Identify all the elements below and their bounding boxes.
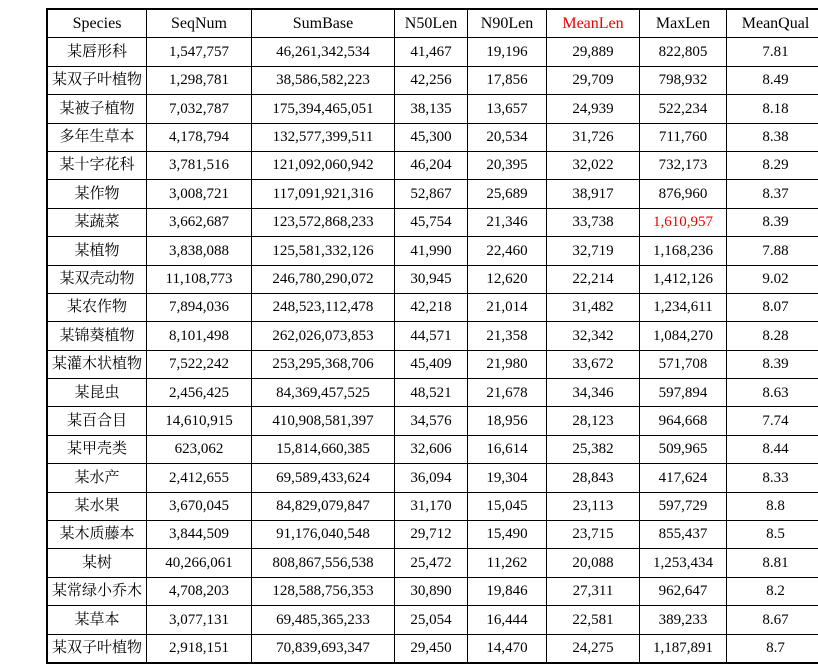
value-cell: 11,108,773 [147, 265, 252, 293]
value-cell: 8.37 [727, 180, 818, 208]
value-cell: 28,123 [547, 407, 640, 435]
value-cell: 32,606 [395, 435, 468, 463]
value-cell: 42,256 [395, 66, 468, 94]
species-cell: 某水产 [47, 464, 147, 492]
value-cell: 29,889 [547, 38, 640, 66]
table-row [47, 66, 818, 94]
value-cell: 17,856 [468, 66, 547, 94]
value-cell: 246,780,290,072 [252, 265, 395, 293]
value-cell: 132,577,399,511 [252, 123, 395, 151]
species-cell: 某木质藤本 [47, 521, 147, 549]
value-cell: 44,571 [395, 322, 468, 350]
value-cell: 27,311 [547, 577, 640, 605]
table-body [47, 38, 818, 663]
value-cell: 20,088 [547, 549, 640, 577]
table-row [47, 350, 818, 378]
value-cell: 571,708 [640, 350, 727, 378]
value-cell: 11,262 [468, 549, 547, 577]
value-cell: 8.07 [727, 293, 818, 321]
value-cell: 21,358 [468, 322, 547, 350]
species-cell: 某植物 [47, 237, 147, 265]
value-cell: 14,470 [468, 634, 547, 663]
value-cell: 25,689 [468, 180, 547, 208]
value-cell: 29,450 [395, 634, 468, 663]
value-cell: 962,647 [640, 577, 727, 605]
species-cell: 某农作物 [47, 293, 147, 321]
value-cell: 52,867 [395, 180, 468, 208]
value-cell: 876,960 [640, 180, 727, 208]
table-row [47, 606, 818, 634]
value-cell: 12,620 [468, 265, 547, 293]
species-cell: 某唇形科 [47, 38, 147, 66]
value-cell: 123,572,868,233 [252, 208, 395, 236]
value-cell: 45,300 [395, 123, 468, 151]
value-cell: 69,589,433,624 [252, 464, 395, 492]
value-cell: 8.33 [727, 464, 818, 492]
table-row [47, 464, 818, 492]
value-cell: 41,990 [395, 237, 468, 265]
value-cell: 3,670,045 [147, 492, 252, 520]
value-cell: 1,253,434 [640, 549, 727, 577]
value-cell: 46,204 [395, 151, 468, 179]
value-cell: 1,234,611 [640, 293, 727, 321]
value-cell: 522,234 [640, 95, 727, 123]
value-cell: 23,715 [547, 521, 640, 549]
value-cell: 33,672 [547, 350, 640, 378]
value-cell: 1,412,126 [640, 265, 727, 293]
value-cell: 1,187,891 [640, 634, 727, 663]
value-cell: 30,945 [395, 265, 468, 293]
value-cell: 253,295,368,706 [252, 350, 395, 378]
species-cell: 某双子叶植物 [47, 634, 147, 663]
value-cell: 417,624 [640, 464, 727, 492]
value-cell: 732,173 [640, 151, 727, 179]
value-cell: 22,581 [547, 606, 640, 634]
table-row [47, 492, 818, 520]
value-cell: 3,662,687 [147, 208, 252, 236]
value-cell: 8.63 [727, 379, 818, 407]
species-stats-table [46, 8, 818, 664]
value-cell: 42,218 [395, 293, 468, 321]
table-header-row [47, 9, 818, 38]
species-cell: 某作物 [47, 180, 147, 208]
value-cell: 46,261,342,534 [252, 38, 395, 66]
column-header-sumbase: SumBase [252, 9, 395, 38]
species-stats-table-container [46, 8, 818, 664]
species-cell: 某十字花科 [47, 151, 147, 179]
species-cell: 某草本 [47, 606, 147, 634]
value-cell: 3,844,509 [147, 521, 252, 549]
value-cell: 8.49 [727, 66, 818, 94]
value-cell: 248,523,112,478 [252, 293, 395, 321]
table-row [47, 521, 818, 549]
value-cell: 8,101,498 [147, 322, 252, 350]
table-row [47, 577, 818, 605]
value-cell: 8.44 [727, 435, 818, 463]
value-cell: 38,917 [547, 180, 640, 208]
value-cell: 8.8 [727, 492, 818, 520]
value-cell: 32,022 [547, 151, 640, 179]
value-cell: 8.28 [727, 322, 818, 350]
value-cell: 3,781,516 [147, 151, 252, 179]
value-cell: 25,382 [547, 435, 640, 463]
value-cell: 84,829,079,847 [252, 492, 395, 520]
value-cell: 8.5 [727, 521, 818, 549]
value-cell: 7,894,036 [147, 293, 252, 321]
value-cell: 70,839,693,347 [252, 634, 395, 663]
value-cell: 16,614 [468, 435, 547, 463]
table-row [47, 265, 818, 293]
value-cell: 21,346 [468, 208, 547, 236]
value-cell: 32,719 [547, 237, 640, 265]
table-row [47, 322, 818, 350]
value-cell: 30,890 [395, 577, 468, 605]
value-cell: 597,894 [640, 379, 727, 407]
value-cell: 25,472 [395, 549, 468, 577]
value-cell: 21,678 [468, 379, 547, 407]
column-header-seqnum: SeqNum [147, 9, 252, 38]
value-cell: 21,014 [468, 293, 547, 321]
species-cell: 多年生草本 [47, 123, 147, 151]
value-cell: 24,939 [547, 95, 640, 123]
value-cell: 8.7 [727, 634, 818, 663]
value-cell: 29,709 [547, 66, 640, 94]
value-cell: 24,275 [547, 634, 640, 663]
value-cell: 623,062 [147, 435, 252, 463]
value-cell: 84,369,457,525 [252, 379, 395, 407]
table-header [47, 9, 818, 38]
value-cell: 20,534 [468, 123, 547, 151]
value-cell: 28,843 [547, 464, 640, 492]
table-row [47, 634, 818, 663]
column-header-maxlen: MaxLen [640, 9, 727, 38]
value-cell: 8.67 [727, 606, 818, 634]
value-cell: 15,814,660,385 [252, 435, 395, 463]
value-cell: 8.38 [727, 123, 818, 151]
value-cell: 38,135 [395, 95, 468, 123]
table-row [47, 208, 818, 236]
value-cell: 33,738 [547, 208, 640, 236]
value-cell: 13,657 [468, 95, 547, 123]
value-cell: 798,932 [640, 66, 727, 94]
value-cell: 1,084,270 [640, 322, 727, 350]
value-cell: 32,342 [547, 322, 640, 350]
value-cell: 9.02 [727, 265, 818, 293]
value-cell: 16,444 [468, 606, 547, 634]
value-cell: 822,805 [640, 38, 727, 66]
table-row [47, 151, 818, 179]
value-cell: 22,214 [547, 265, 640, 293]
species-cell: 某双子叶植物 [47, 66, 147, 94]
value-cell: 15,490 [468, 521, 547, 549]
value-cell: 711,760 [640, 123, 727, 151]
value-cell: 22,460 [468, 237, 547, 265]
species-cell: 某双壳动物 [47, 265, 147, 293]
value-cell: 14,610,915 [147, 407, 252, 435]
value-cell: 34,346 [547, 379, 640, 407]
column-header-meanlen: MeanLen [547, 9, 640, 38]
value-cell: 31,726 [547, 123, 640, 151]
value-cell: 7,032,787 [147, 95, 252, 123]
value-cell: 117,091,921,316 [252, 180, 395, 208]
value-cell: 7,522,242 [147, 350, 252, 378]
column-header-n50len: N50Len [395, 9, 468, 38]
value-cell: 48,521 [395, 379, 468, 407]
table-row [47, 549, 818, 577]
species-cell: 某灌木状植物 [47, 350, 147, 378]
value-cell: 21,980 [468, 350, 547, 378]
value-cell: 19,304 [468, 464, 547, 492]
column-header-species: Species [47, 9, 147, 38]
value-cell: 8.18 [727, 95, 818, 123]
value-cell: 41,467 [395, 38, 468, 66]
table-row [47, 95, 818, 123]
value-cell: 15,045 [468, 492, 547, 520]
value-cell: 2,918,151 [147, 634, 252, 663]
value-cell: 389,233 [640, 606, 727, 634]
value-cell: 2,412,655 [147, 464, 252, 492]
value-cell: 18,956 [468, 407, 547, 435]
species-cell: 某被子植物 [47, 95, 147, 123]
table-row [47, 180, 818, 208]
value-cell: 91,176,040,548 [252, 521, 395, 549]
table-row [47, 435, 818, 463]
species-cell: 某锦葵植物 [47, 322, 147, 350]
value-cell: 410,908,581,397 [252, 407, 395, 435]
value-cell: 25,054 [395, 606, 468, 634]
value-cell: 125,581,332,126 [252, 237, 395, 265]
highlighted-value-cell: 1,610,957 [640, 208, 727, 236]
value-cell: 3,077,131 [147, 606, 252, 634]
value-cell: 23,113 [547, 492, 640, 520]
table-row [47, 379, 818, 407]
column-header-meanqual: MeanQual [727, 9, 818, 38]
value-cell: 3,008,721 [147, 180, 252, 208]
table-row [47, 293, 818, 321]
value-cell: 4,178,794 [147, 123, 252, 151]
value-cell: 2,456,425 [147, 379, 252, 407]
value-cell: 19,846 [468, 577, 547, 605]
value-cell: 3,838,088 [147, 237, 252, 265]
table-row [47, 407, 818, 435]
species-cell: 某百合目 [47, 407, 147, 435]
value-cell: 8.81 [727, 549, 818, 577]
value-cell: 45,409 [395, 350, 468, 378]
value-cell: 31,170 [395, 492, 468, 520]
value-cell: 509,965 [640, 435, 727, 463]
value-cell: 1,168,236 [640, 237, 727, 265]
value-cell: 45,754 [395, 208, 468, 236]
species-cell: 某蔬菜 [47, 208, 147, 236]
value-cell: 855,437 [640, 521, 727, 549]
value-cell: 128,588,756,353 [252, 577, 395, 605]
table-row [47, 237, 818, 265]
value-cell: 31,482 [547, 293, 640, 321]
species-cell: 某甲壳类 [47, 435, 147, 463]
species-cell: 某树 [47, 549, 147, 577]
table-row [47, 123, 818, 151]
value-cell: 597,729 [640, 492, 727, 520]
value-cell: 19,196 [468, 38, 547, 66]
value-cell: 7.74 [727, 407, 818, 435]
value-cell: 36,094 [395, 464, 468, 492]
species-cell: 某常绿小乔木 [47, 577, 147, 605]
value-cell: 38,586,582,223 [252, 66, 395, 94]
value-cell: 1,547,757 [147, 38, 252, 66]
value-cell: 808,867,556,538 [252, 549, 395, 577]
column-header-n90len: N90Len [468, 9, 547, 38]
value-cell: 34,576 [395, 407, 468, 435]
value-cell: 8.2 [727, 577, 818, 605]
value-cell: 262,026,073,853 [252, 322, 395, 350]
value-cell: 69,485,365,233 [252, 606, 395, 634]
value-cell: 20,395 [468, 151, 547, 179]
value-cell: 8.39 [727, 208, 818, 236]
table-row [47, 38, 818, 66]
value-cell: 4,708,203 [147, 577, 252, 605]
value-cell: 7.88 [727, 237, 818, 265]
species-cell: 某水果 [47, 492, 147, 520]
species-cell: 某昆虫 [47, 379, 147, 407]
value-cell: 8.39 [727, 350, 818, 378]
value-cell: 1,298,781 [147, 66, 252, 94]
value-cell: 964,668 [640, 407, 727, 435]
value-cell: 8.29 [727, 151, 818, 179]
value-cell: 40,266,061 [147, 549, 252, 577]
value-cell: 7.81 [727, 38, 818, 66]
value-cell: 121,092,060,942 [252, 151, 395, 179]
value-cell: 29,712 [395, 521, 468, 549]
value-cell: 175,394,465,051 [252, 95, 395, 123]
